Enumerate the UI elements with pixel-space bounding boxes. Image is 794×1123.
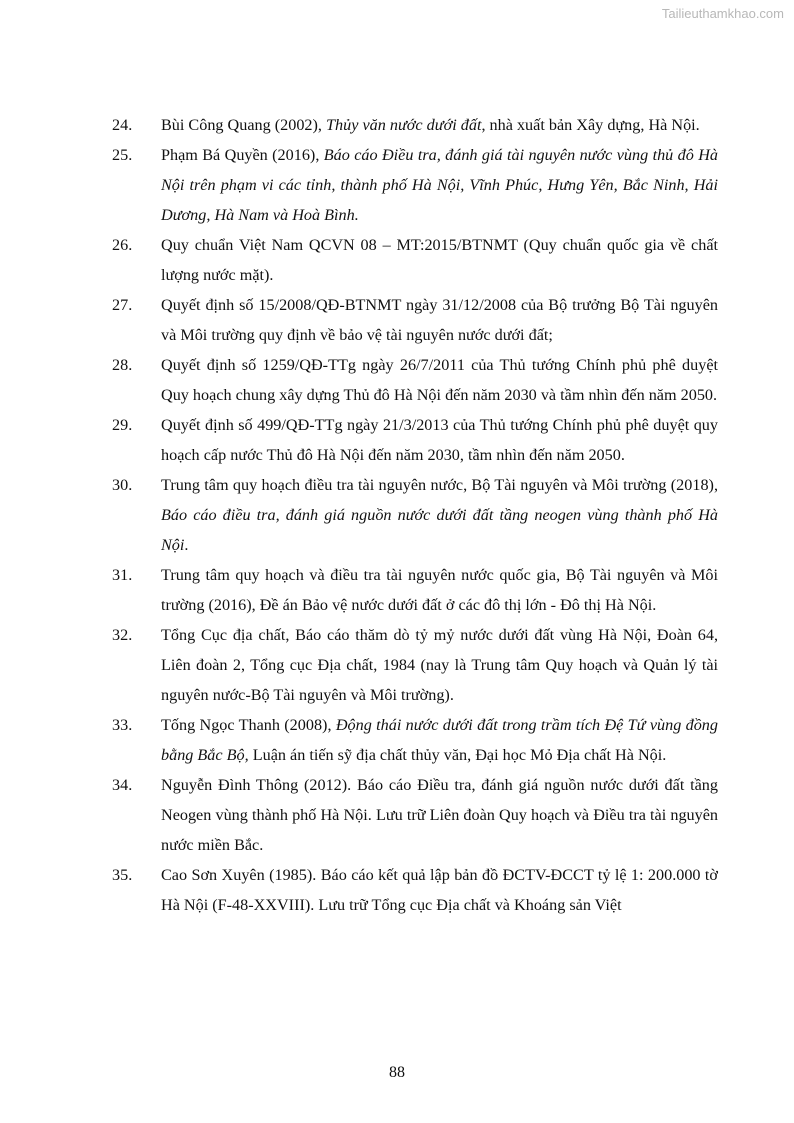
reference-item [112,470,718,560]
reference-item [112,110,718,140]
reference-number: 29. [112,416,133,434]
reference-number: 27. [112,296,133,314]
reference-text: Luận án tiến sỹ địa chất thủy văn, Đại học Mỏ Địa chất Hà Nội. [248,746,667,764]
reference-text: Tổng Cục địa chất, Báo cáo thăm dò tỷ mỷ nước dưới đất vùng Hà Nội, Đoàn 64, Liên đoàn 2, Tổng cục Địa chất, 1984 (nay là Trung tâm Quy hoạch và Quản lý tài nguyên nước-Bộ Tài nguyên và Môi trường). [161,626,718,704]
reference-text: Phạm Bá Quyền (2016), [161,146,324,164]
reference-number: 26. [112,236,133,254]
reference-text: Quy chuẩn Việt Nam QCVN 08 – MT:2015/BTNMT (Quy chuẩn quốc gia về chất lượng nước mặt). [161,236,718,284]
reference-number: 28. [112,356,133,374]
reference-number: 30. [112,476,133,494]
reference-title-italic: Thủy văn nước dưới đất [326,116,482,134]
reference-title-italic: Báo cáo Điều tra, đánh giá tài nguyên nước vùng thủ đô Hà Nội trên phạm vi các tỉnh, thành phố Hà Nội, Vĩnh Phúc, Hưng Yên, Bắc Ninh, Hải Dương, Hà Nam và Hoà Bình. [161,146,718,224]
reference-item [112,230,718,290]
reference-item [112,350,718,410]
reference-number: 31. [112,566,133,584]
reference-number: 34. [112,776,133,794]
reference-number: 25. [112,146,133,164]
reference-text: Quyết định số 1259/QĐ-TTg ngày 26/7/2011 của Thủ tướng Chính phủ phê duyệt Quy hoạch chung xây dựng Thủ đô Hà Nội đến năm 2030 và tầm nhìn đến năm 2050. [161,356,718,404]
reference-text: Trung tâm quy hoạch điều tra tài nguyên nước, Bộ Tài nguyên và Môi trường (2018), [161,476,718,494]
reference-item [112,560,718,620]
reference-title-italic: Báo cáo điều tra, đánh giá nguồn nước dưới đất tầng neogen vùng thành phố Hà Nội [161,506,718,554]
page-number: 88 [389,1064,405,1081]
reference-item [112,710,718,770]
reference-list [112,110,718,920]
reference-number: 33. [112,716,133,734]
reference-text: Cao Sơn Xuyên (1985). Báo cáo kết quả lập bản đồ ĐCTV-ĐCCT tỷ lệ 1: 200.000 tờ Hà Nội (F-48-XXVIII). Lưu trữ Tổng cục Địa chất và Khoáng sản Việt [161,866,718,914]
reference-text: Tống Ngọc Thanh (2008), [161,716,336,734]
reference-text: Quyết định số 15/2008/QĐ-BTNMT ngày 31/12/2008 của Bộ trưởng Bộ Tài nguyên và Môi trường quy định về bảo vệ tài nguyên nước dưới đất; [161,296,718,344]
reference-text: Bùi Công Quang (2002), [161,116,327,134]
reference-item [112,770,718,860]
reference-text: Quyết định số 499/QĐ-TTg ngày 21/3/2013 của Thủ tướng Chính phủ phê duyệt quy hoạch cấp nước Thủ đô Hà Nội đến năm 2030, tầm nhìn đến năm 2050. [161,416,718,464]
reference-item [112,620,718,710]
reference-number: 32. [112,626,133,644]
reference-item [112,290,718,350]
watermark-text: Tailieuthamkhao.com [661,6,784,21]
reference-text: , nhà xuất bản Xây dựng, Hà Nội. [481,116,700,134]
reference-number: 24. [112,116,133,134]
reference-text: Trung tâm quy hoạch và điều tra tài nguyên nước quốc gia, Bộ Tài nguyên và Môi trường (2016), Đề án Bảo vệ nước dưới đất ở các đô thị lớn - Đô thị Hà Nội. [161,566,718,614]
reference-number: 35. [112,866,133,884]
reference-text: . [184,536,189,554]
reference-item [112,410,718,470]
reference-item [112,140,718,230]
reference-title-italic: Động thái nước dưới đất trong trầm tích Đệ Tứ vùng đồng bằng Bắc Bộ, [161,716,718,764]
reference-text: Nguyễn Đình Thông (2012). Báo cáo Điều tra, đánh giá nguồn nước dưới đất tầng Neogen vùng thành phố Hà Nội. Lưu trữ Liên đoàn Quy hoạch và Điều tra tài nguyên nước miền Bắc. [161,776,718,854]
reference-item [112,860,718,920]
